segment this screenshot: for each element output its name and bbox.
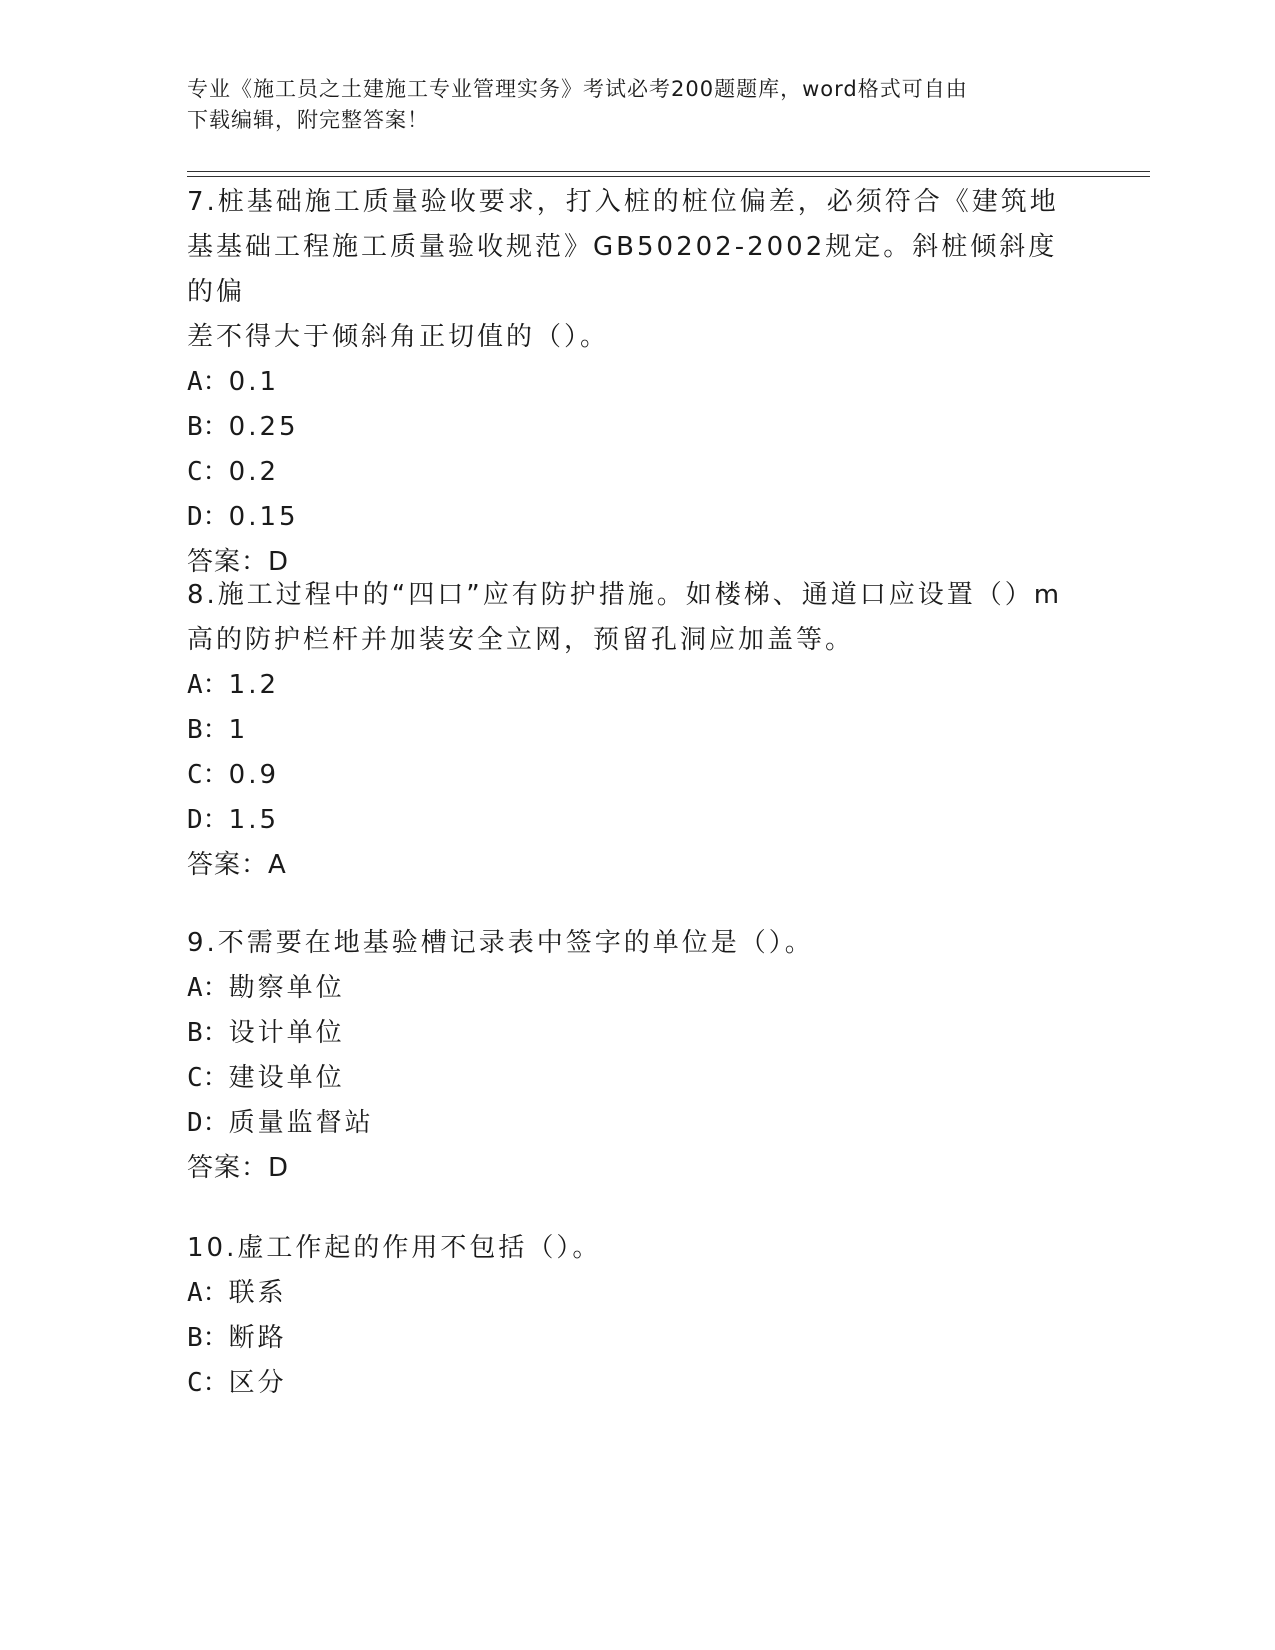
header-rule-top bbox=[187, 171, 1150, 172]
header-line-2: 下载编辑，附完整答案！ bbox=[187, 108, 429, 132]
question-stem-line: 8.施工过程中的“四口”应有防护措施。如楼梯、通道口应设置（）m bbox=[187, 580, 1063, 610]
answer: 答案：A bbox=[187, 850, 287, 880]
option-label: B： bbox=[187, 715, 229, 745]
question-10 bbox=[187, 1226, 1067, 1406]
question-8 bbox=[187, 573, 1067, 888]
option-text: 区分 bbox=[228, 1368, 287, 1398]
option-text: 0.1 bbox=[228, 367, 280, 397]
option-b bbox=[187, 1316, 1067, 1361]
option-text: 0.25 bbox=[228, 412, 299, 442]
option-b bbox=[187, 405, 1067, 450]
option-label: A： bbox=[187, 670, 229, 700]
option-d bbox=[187, 495, 1067, 540]
option-text: 0.9 bbox=[228, 760, 280, 790]
option-label: B： bbox=[187, 1018, 229, 1048]
option-text: 建设单位 bbox=[228, 1063, 345, 1093]
option-c bbox=[187, 753, 1067, 798]
option-a bbox=[187, 360, 1067, 405]
answer: 答案：D bbox=[187, 547, 290, 577]
option-a bbox=[187, 663, 1067, 708]
option-label: A： bbox=[187, 367, 229, 397]
header-rule-bottom bbox=[187, 176, 1150, 177]
option-c bbox=[187, 1361, 1067, 1406]
option-label: C： bbox=[187, 457, 229, 487]
option-b bbox=[187, 708, 1067, 753]
option-label: A： bbox=[187, 1278, 229, 1308]
question-stem-line: 7.桩基础施工质量验收要求，打入桩的桩位偏差，必须符合《建筑地 bbox=[187, 187, 1059, 217]
option-label: B： bbox=[187, 412, 229, 442]
option-text: 0.2 bbox=[228, 457, 280, 487]
option-a bbox=[187, 1271, 1067, 1316]
option-text: 0.15 bbox=[228, 502, 299, 532]
question-stem-line: 差不得大于倾斜角正切值的（）。 bbox=[187, 322, 610, 352]
option-label: D： bbox=[187, 805, 229, 835]
header-line-1: 专业《施工员之土建施工专业管理实务》考试必考200题题库，word格式可自由 bbox=[187, 77, 968, 101]
option-a bbox=[187, 966, 1067, 1011]
question-9 bbox=[187, 921, 1067, 1191]
option-c bbox=[187, 1056, 1067, 1101]
option-d bbox=[187, 1101, 1067, 1146]
option-text: 断路 bbox=[228, 1323, 287, 1353]
option-text: 勘察单位 bbox=[228, 973, 345, 1003]
option-label: A： bbox=[187, 973, 229, 1003]
option-text: 设计单位 bbox=[228, 1018, 345, 1048]
option-text: 1 bbox=[228, 715, 249, 745]
question-stem-line: 9.不需要在地基验槽记录表中签字的单位是（）。 bbox=[187, 928, 814, 958]
option-b bbox=[187, 1011, 1067, 1056]
option-text: 质量监督站 bbox=[228, 1108, 374, 1138]
option-text: 1.2 bbox=[228, 670, 280, 700]
option-text: 联系 bbox=[228, 1278, 287, 1308]
option-label: B： bbox=[187, 1323, 229, 1353]
document-header bbox=[187, 74, 1067, 136]
question-stem-line: 高的防护栏杆并加装安全立网，预留孔洞应加盖等。 bbox=[187, 625, 855, 655]
option-label: C： bbox=[187, 760, 229, 790]
option-c bbox=[187, 450, 1067, 495]
option-label: C： bbox=[187, 1063, 229, 1093]
option-label: C： bbox=[187, 1368, 229, 1398]
option-d bbox=[187, 798, 1067, 843]
option-text: 1.5 bbox=[228, 805, 280, 835]
option-label: D： bbox=[187, 502, 229, 532]
question-stem-line: 10.虚工作起的作用不包括（）。 bbox=[187, 1233, 602, 1263]
question-7 bbox=[187, 180, 1067, 585]
option-label: D： bbox=[187, 1108, 229, 1138]
answer: 答案：D bbox=[187, 1153, 290, 1183]
question-stem-line: 基基础工程施工质量验收规范》GB50202-2002规定。斜桩倾斜度的偏 bbox=[187, 232, 1058, 307]
